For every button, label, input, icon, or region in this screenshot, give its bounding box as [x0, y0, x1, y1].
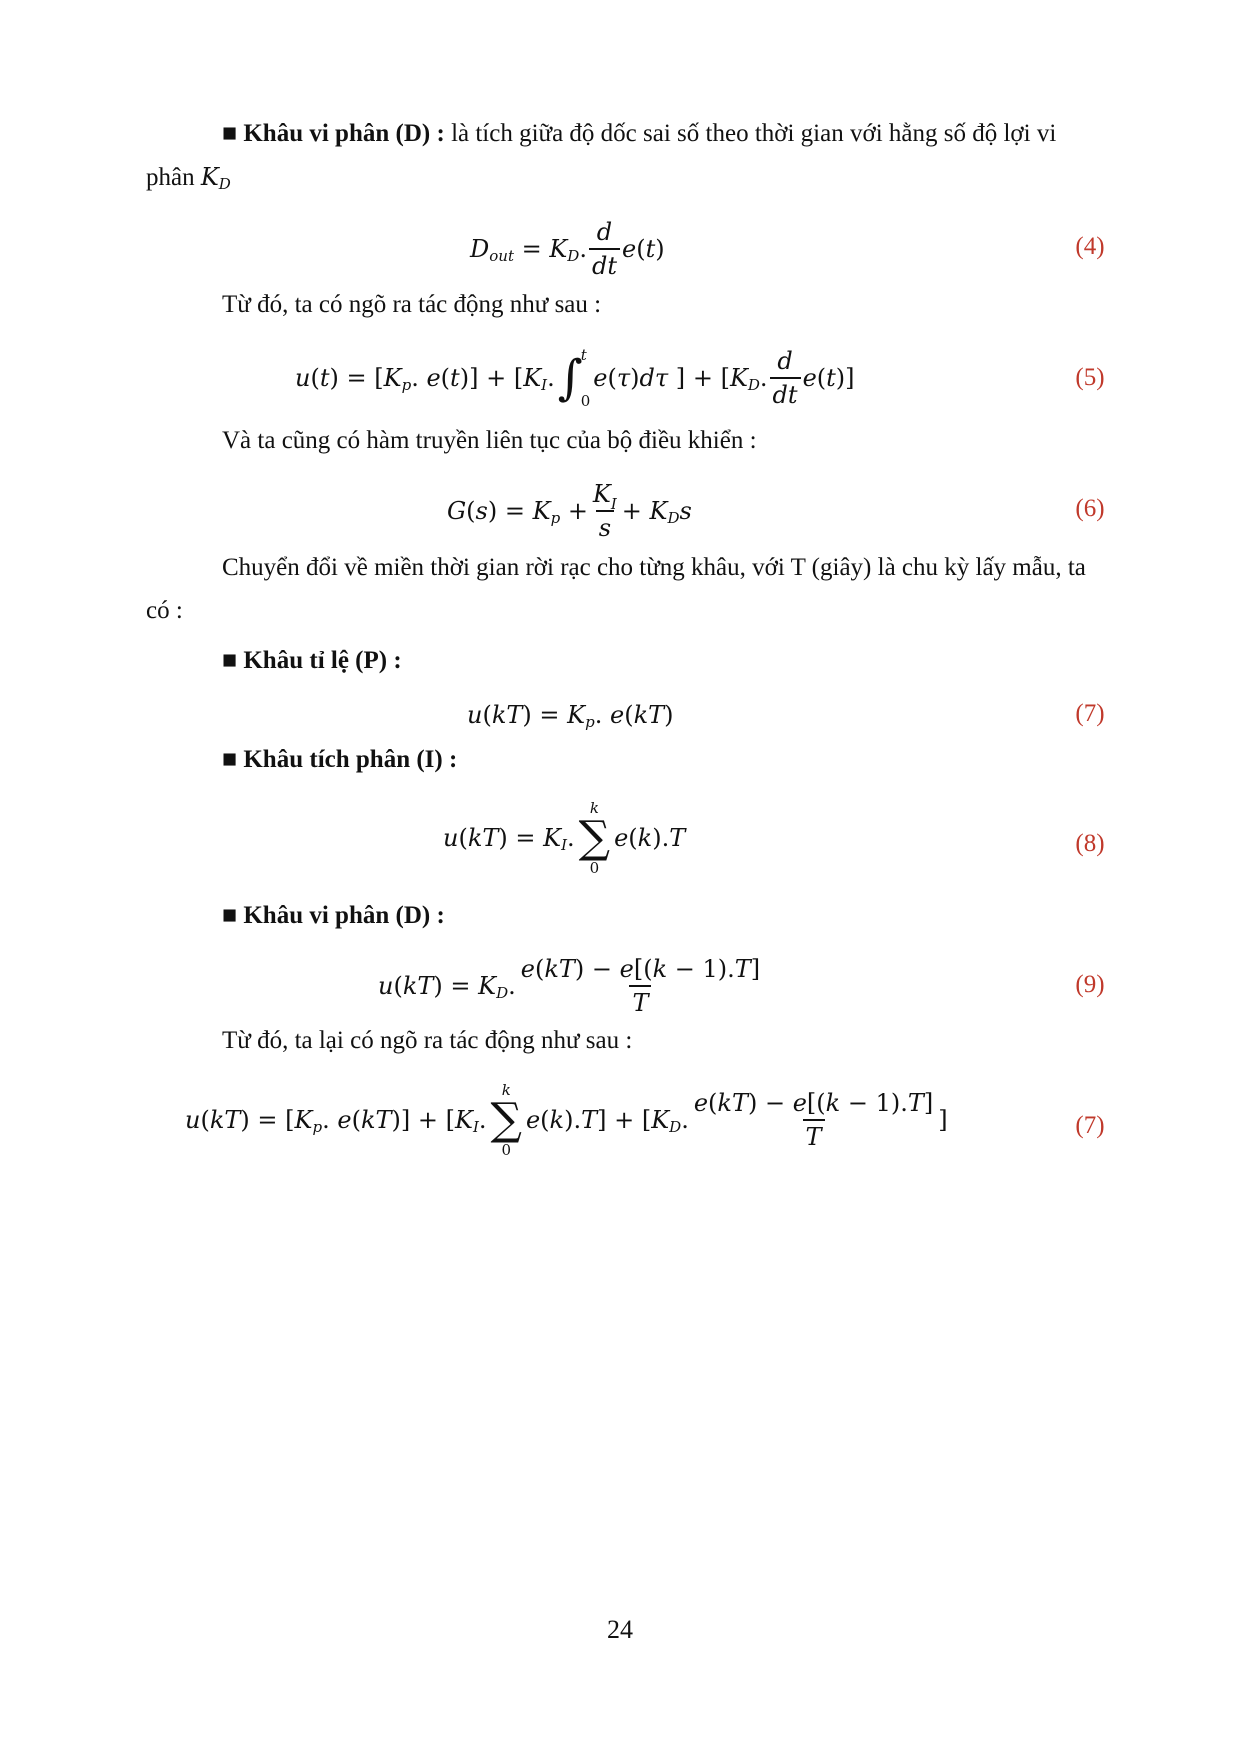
paragraph-output-intro-2: Từ đó, ta lại có ngõ ra tác động như sau : — [222, 1027, 633, 1054]
equation-number: (7) — [1075, 700, 1105, 727]
equation-6: G ( s ) = K p + $\frac{K_I}{s}$ + K D s — [447, 480, 692, 542]
equation-4: D out = K D . $\frac{d}{dt}$ e ( t ) — [470, 218, 665, 280]
paragraph-text: là tích giữa độ dốc sai số theo thời gian với hằng số độ lợi vi — [444, 120, 1057, 147]
heading-proportional — [222, 641, 402, 681]
paragraph-output-intro: Từ đó, ta có ngõ ra tác động như sau : — [222, 291, 602, 318]
section-label: Khâu vi phân (D) : — [243, 120, 445, 147]
bullet: ■ — [222, 902, 238, 929]
paragraph-discrete-intro-line2: có : — [146, 597, 183, 624]
equation-number: (8) — [1075, 830, 1105, 857]
paragraph-derivative-intro-line2 — [146, 157, 231, 198]
equation-5: u ( t ) = [ K p . e ( t )] + [ K I . ∫ t 0 e ( τ ) dτ ] + [ K D . $\frac{d}{dt}$ e ( t )] — [295, 346, 855, 410]
bullet: ■ — [222, 120, 238, 147]
equation-9: u ( kT ) = K D . $\frac{e(kT) - e[(k - 1).T]}{T}$ — [378, 955, 761, 1017]
page-number: 24 — [607, 1615, 633, 1644]
equation-number: (6) — [1075, 495, 1105, 522]
heading-integral — [222, 740, 457, 780]
inline-math-kd: K D — [200, 163, 231, 193]
equation-8: u ( kT ) = K I . k ∑ 0 e ( k ). T — [443, 799, 686, 877]
paragraph-derivative-intro — [222, 114, 1056, 154]
section-label: Khâu tích phân (I) : — [243, 746, 458, 773]
equation-7: u ( kT ) = K p . e ( kT ) — [467, 701, 674, 731]
heading-derivative — [222, 896, 445, 936]
equation-number: (9) — [1075, 971, 1105, 998]
equation-final: u ( kT ) = [ K p . e ( kT )] + [ K I . k ∑ 0 e ( k ). T ] + [ K D . $\frac{e(kT) - e[(k - 1).T]}{T}$ ] — [185, 1081, 948, 1159]
paragraph-transfer-intro: Và ta cũng có hàm truyền liên tục của bộ điều khiển : — [222, 427, 757, 454]
bullet: ■ — [222, 647, 238, 674]
section-label: Khâu tỉ lệ (P) : — [243, 647, 402, 674]
section-label: Khâu vi phân (D) : — [243, 902, 445, 929]
bullet: ■ — [222, 746, 238, 773]
equation-number: (4) — [1075, 233, 1105, 260]
paragraph-discrete-intro: Chuyển đổi về miền thời gian rời rạc cho từng khâu, với T (giây) là chu kỳ lấy mẫu, ta — [222, 554, 1086, 581]
equation-number: (5) — [1075, 364, 1105, 391]
equation-number: (7) — [1075, 1112, 1105, 1139]
paragraph-text: phân — [146, 164, 195, 191]
